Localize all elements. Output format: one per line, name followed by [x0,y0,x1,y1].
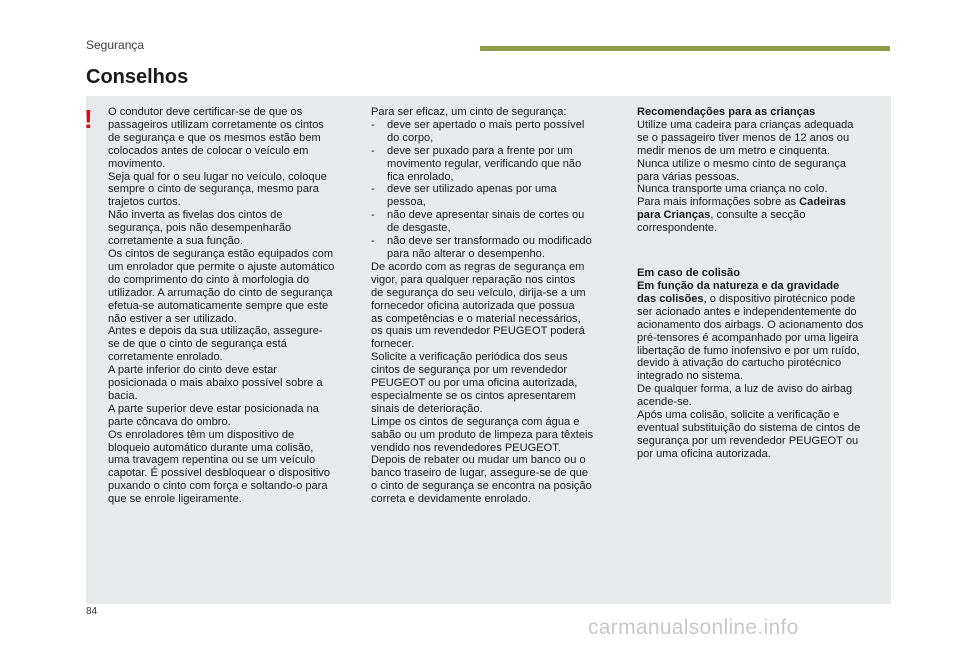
column-3 [637,106,887,461]
children-heading: Recomendações para as crianças [637,106,816,118]
collision-text: Em função da natureza e da gravidade das colisões, o dispositivo pirotécnico pode ser acionado antes e independentemente do acionamento dos airbags. O acionamento dos pré-tensores é acompanhado por uma ligeira libertação de fumo inofensivo e por um ruído, devido à ativação do cartucho pirotécnico integrado no sistema. De qualquer forma, a luz de aviso do airbag acende-se. Após uma colisão, solicite a verificação e eventual substituição do sistema de cintos de segurança por um revendedor PEUGEOT ou por uma oficina autorizada. [637,279,864,460]
children-text: Utilize uma cadeira para crianças adequada se o passageiro tiver menos de 12 anos ou medir menos de um metro e cinquenta. Nunca utilize o mesmo cinto de segurança para várias pessoas. Nunca transporte uma criança no colo. Para mais informações sobre as Cadeiras para Crianças, consulte a secção correspondente. [637,118,854,235]
list-item-text: deve ser apertado o mais perto possível do corpo, [387,118,585,144]
child-seats-reference: Cadeiras para Crianças [637,196,847,222]
list-item: - deve ser utilizado apenas por uma pessoa, [371,183,619,209]
list-item-text: não deve ser transformado ou modificado para não alterar o desempenho. [387,235,592,260]
page-title: Conselhos [86,66,189,88]
list-item-text: deve ser puxado para a frente por um movimento regular, verificando que não fica enrolado, [387,144,582,183]
driver-advice-text: O condutor deve certificar-se de que os passageiros utilizam corretamente os cintos de segurança e que os mesmos estão bem colocados antes de colocar o veículo em movimento. Seja qual for o seu lugar no veículo, coloque sempre o cinto de segurança, mesmo para trajetos curtos. Não inverta as fivelas dos cintos de segurança, pois não desempenharão corretamente a sua função. Os cintos de segurança estão equipados com um enrolador que permite o ajuste automático do comprimento do cinto à morfologia do utilizador. A arrumação do cinto de segurança efetua-se automaticamente sempre que este não estiver a ser utilizado. Antes e depois da sua utilização, assegure- se de que o cinto de segurança está corretamente enrolado. A parte inferior do cinto deve estar posicionada o mais abaixo possível sobre a bacia. A parte superior deve estar posicionada na parte côncava do ombro. Os enroladores têm um dispositivo de bloqueio automático durante uma colisão, uma travagem repentina ou se um veículo capotar. É possível desbloquear o dispositivo puxando o cinto com força e soltando-o para que se enrole ligeiramente. [108,106,335,506]
collision-heading: Em caso de colisão [637,267,740,280]
list-item-text: deve ser utilizado apenas por uma pessoa, [387,183,557,209]
list-item: - deve ser apertado o mais perto possível do corpo, [371,119,619,145]
watermark: carmanualsonline.info [588,616,799,639]
list-item: - deve ser puxado para a frente por um movimento regular, verificando que não fica enrolado, [371,145,619,184]
maintenance-text: De acordo com as regras de segurança em vigor, para qualquer reparação nos cintos de segurança do seu veículo, dirija-se a um fornecedor oficina autorizada que possua as competências e o material necessários, os quais um revendedor PEUGEOT poderá fornecer. Solicite a verificação periódica dos seus cintos de segurança por um revendedor PEUGEOT ou por uma oficina autorizada, especialmente se os cintos apresentarem sinais de deterioração. Limpe os cintos de segurança com água e sabão ou um produto de limpeza para têxteis vendido nos revendedores PEUGEOT. Depois de rebater ou mudar um banco ou o banco traseiro de lugar, assegure-se de que o cinto de segurança se encontra na posição correta e devidamente enrolado. [371,260,594,506]
column-2 [371,106,619,506]
header-accent-bar [480,46,890,51]
list-item-text: não deve apresentar sinais de cortes ou de desgaste, [387,209,585,235]
section-label: Segurança [86,38,145,52]
advice-panel [86,96,891,604]
list-item: - não deve apresentar sinais de cortes ou de desgaste, [371,209,619,235]
effectiveness-intro: Para ser eficaz, um cinto de segurança: [371,106,567,118]
list-item: - não deve ser transformado ou modificado para não alterar o desempenho. [371,235,619,261]
column-1 [84,104,353,506]
warning-exclamation-icon: ! [84,104,93,134]
page-number: 84 [86,606,98,617]
